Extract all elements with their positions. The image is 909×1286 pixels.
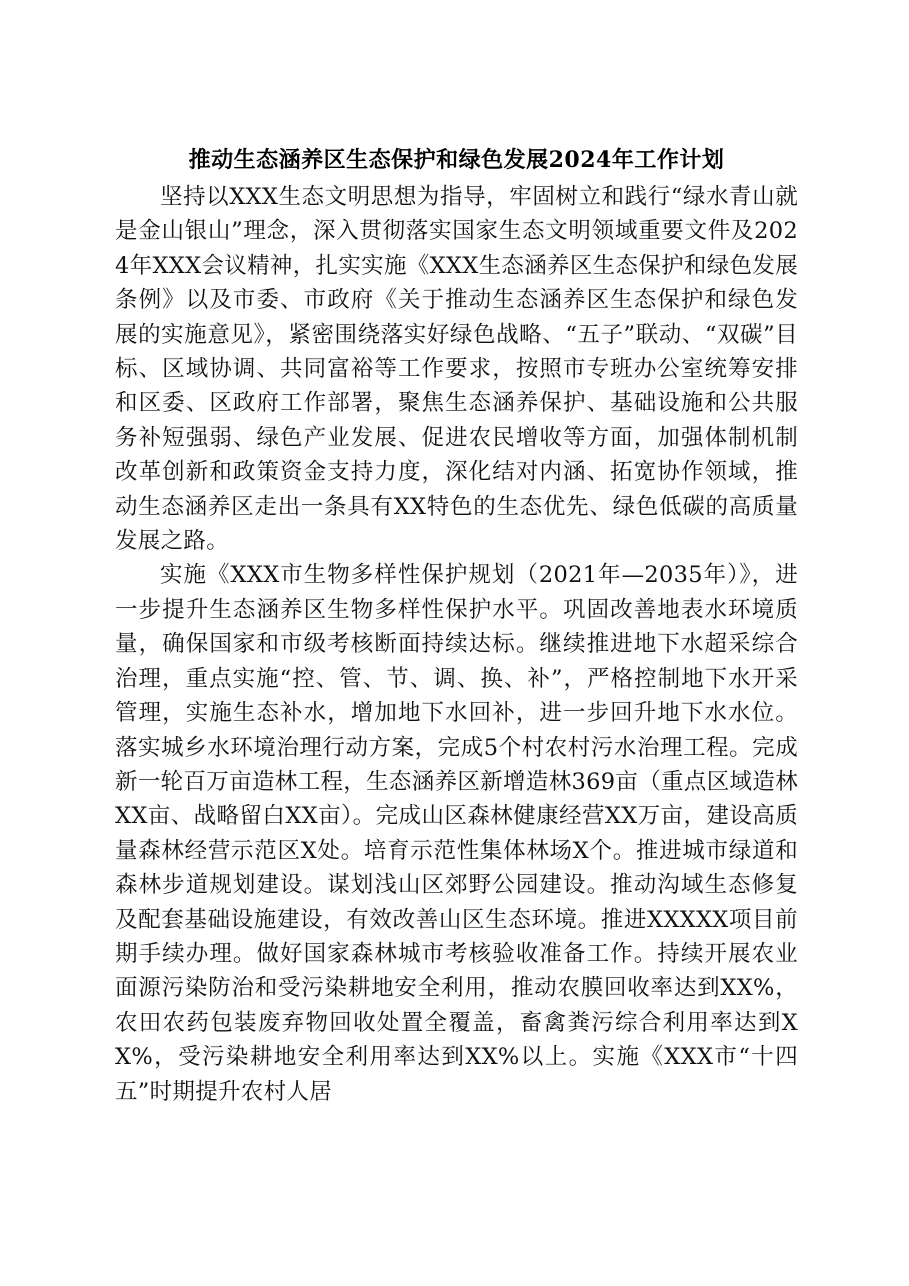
paragraph-biodiversity-plan: 实施《XXX市生物多样性保护规划（2021年—2035年）》，进一步提升生态涵养区生物多样性保护水平。巩固改善地表水环境质量，确保国家和市级考核断面持续达标。继续推进地下水超采综合治理，重点实施“控、管、节、调、换、补”，严格控制地下水开采管理，实施生态补水，增加地下水回补，进一步回升地下水水位。落实城乡水环境治理行动方案，完成5个村农村污水治理工程。完成新一轮百万亩造林工程，生态涵养区新增造林369亩（重点区域造林XX亩、战略留白XX亩）。完成山区森林健康经营XX万亩，建设高质量森林经营示范区X处。培育示范性集体林场X个。推进城市绿道和森林步道规划建设。谋划浅山区郊野公园建设。推动沟域生态修复及配套基础设施建设，有效改善山区生态环境。推进XXXXX项目前期手续办理。做好国家森林城市考核验收准备工作。持续开展农业面源污染防治和受污染耕地安全利用，推动农膜回收率达到XX%，农田农药包装废弃物回收处置全覆盖，畜禽粪污综合利用率达到XX%，受污染耕地安全利用率达到XX%以上。实施《XXX市“十四五”时期提升农村人居 <box>115 562 798 1105</box>
paragraph-guiding-principle: 坚持以XXX生态文明思想为指导，牢固树立和践行“绿水青山就是金山银山”理念，深入贯彻落实国家生态文明领域重要文件及2024年XXX会议精神，扎实实施《XXX生态涵养区生态保护和绿色发展条例》以及市委、市政府《关于推动生态涵养区生态保护和绿色发展的实施意见》，紧密围绕落实好绿色战略、“五子”联动、“双碳”目标、区域协调、共同富裕等工作要求，按照市专班办公室统筹安排和区委、区政府工作部署，聚焦生态涵养保护、基础设施和公共服务补短强弱、绿色产业发展、促进农民增收等方面，加强体制机制改革创新和政策资金支持力度，深化结对内涵、拓宽协作领域，推动生态涵养区走出一条具有XX特色的生态优先、绿色低碳的高质量发展之路。 <box>115 184 798 555</box>
document-page <box>115 140 798 1109</box>
document-title: 推动生态涵养区生态保护和绿色发展2024年工作计划 <box>188 147 725 173</box>
